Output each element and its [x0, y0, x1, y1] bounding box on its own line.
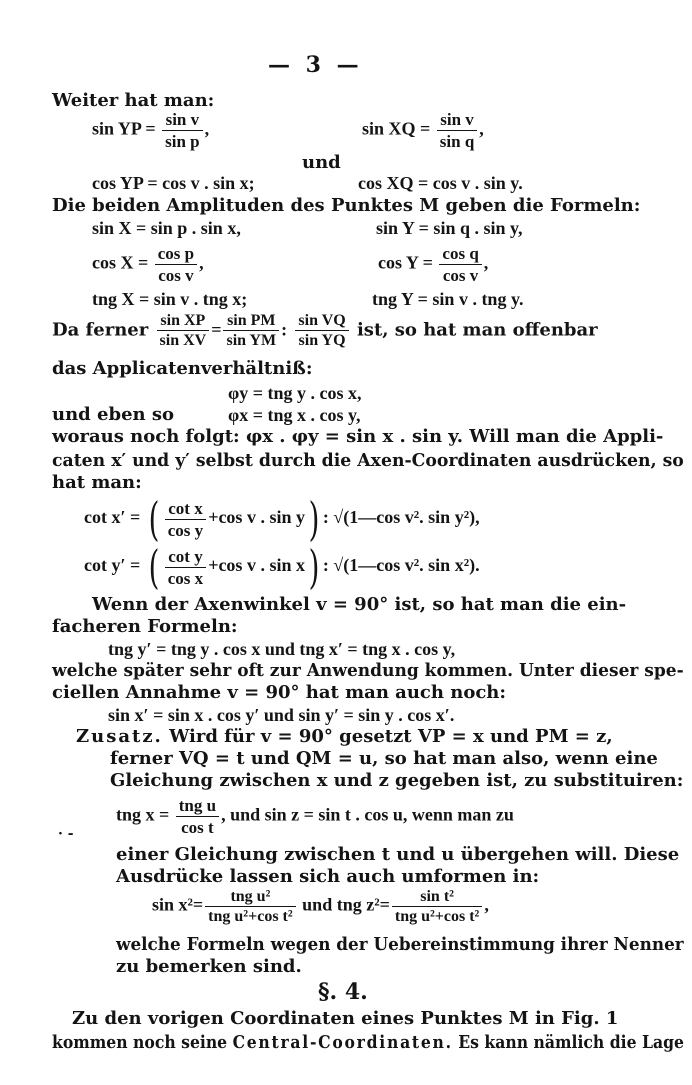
- fraction: [205, 888, 296, 925]
- numerator: sin v: [437, 110, 478, 131]
- formula-tng-y: tng Y = sin v . tng y.: [372, 289, 524, 309]
- denominator: cos v: [442, 266, 479, 285]
- text-line-hat-man: hat man:: [52, 472, 142, 493]
- formula-root: : √(1—cos v². sin x²).: [322, 555, 480, 576]
- text-es-kann: Es kann nämlich die Lage: [458, 1032, 684, 1053]
- numerator: tng u²: [205, 888, 296, 907]
- formula-cot-x-prime: [84, 492, 480, 546]
- denominator: sin p: [165, 132, 200, 151]
- text-line-bemerken: zu bemerken sind.: [116, 956, 302, 977]
- paren-close: ): [308, 492, 320, 546]
- margin-mark: · -: [58, 826, 74, 842]
- text-line-zu-den: Zu den vorigen Coordinaten eines Punktes M in Fig. 1: [72, 1008, 619, 1029]
- denominator: sin YQ: [298, 332, 346, 349]
- formula-lhs: cot x′ =: [84, 507, 141, 528]
- formula-rest: , und sin z = sin t . cos u, wenn man zu: [221, 804, 514, 825]
- formula-cos-y: [378, 244, 488, 285]
- text-line-einer: einer Gleichung zwischen t und u übergehen will. Diese: [116, 844, 680, 865]
- paren-open: (: [148, 540, 160, 594]
- fraction: [392, 888, 483, 925]
- comma: ,: [204, 118, 210, 139]
- fraction: [437, 110, 478, 151]
- formula-cos-xq: cos XQ = cos v . sin y.: [358, 173, 523, 193]
- numerator: sin VQ: [295, 312, 348, 331]
- text-applicatenverhaeltniss: das Applicatenverhältniß:: [52, 358, 313, 379]
- text-central-coordinaten: Central-Coordinaten.: [232, 1032, 453, 1053]
- text-zusatz: Zusatz.: [76, 726, 163, 747]
- formula-sin-yp: [92, 110, 209, 151]
- text-line-welche: welche später sehr oft zur Anwendung kommen. Unter dieser spe-: [52, 660, 684, 681]
- numerator: sin PM: [223, 312, 279, 331]
- numerator: cot y: [165, 547, 206, 568]
- fraction-pm-ym: [223, 312, 279, 349]
- text-line-formeln: welche Formeln wegen der Uebereinstimmung ihrer Nenner: [116, 934, 684, 955]
- denominator: cos v: [158, 266, 194, 285]
- numerator: cot x: [165, 499, 206, 520]
- formula-cos-yp: cos YP = cos v . sin x;: [92, 173, 255, 193]
- formula-lhs: cot y′ =: [84, 555, 141, 576]
- text-line-gleichung: Gleichung zwischen x und z gegeben ist, zu substituiren:: [110, 770, 684, 791]
- text-line-kommen: [52, 1032, 684, 1054]
- comma: ,: [484, 894, 489, 915]
- text-line-ciellen: ciellen Annahme v = 90° hat man auch noch:: [52, 682, 507, 703]
- comma: ,: [479, 118, 484, 139]
- formula-sin-x: sin X = sin p . sin x,: [92, 218, 241, 238]
- formula-middle: +cos v . sin x: [208, 555, 305, 576]
- text-line-zusatz: [76, 726, 613, 748]
- text-line-1: Weiter hat man:: [52, 90, 215, 111]
- denominator: cos t: [181, 818, 214, 837]
- denominator: tng u²+cos t²: [208, 908, 293, 925]
- formula-lhs: cos Y =: [378, 252, 433, 273]
- text-ist-so: ist, so hat man offenbar: [356, 319, 598, 341]
- formula-tng-x: tng X = sin v . tng x;: [92, 289, 248, 309]
- colon-sign: :: [281, 319, 288, 340]
- text-da-ferner: Da ferner: [52, 319, 149, 341]
- formula-lhs: sin XQ =: [362, 118, 431, 139]
- numerator: sin XP: [157, 312, 210, 331]
- formula-tng-prime: tng y′ = tng y . cos x und tng x′ = tng x . cos y,: [108, 639, 456, 659]
- numerator: sin t²: [392, 888, 483, 907]
- text-line-caten: caten x′ und y′ selbst durch die Axen-Coordinaten ausdrücken, so: [52, 450, 684, 471]
- fraction: [165, 499, 206, 540]
- fraction: [162, 110, 203, 151]
- fraction-xp-xv: [157, 312, 210, 349]
- formula-cot-y-prime: [84, 540, 480, 594]
- formula-phi-y: φy = tng y . cos x,: [228, 383, 362, 403]
- formula-middle: und tng z²=: [302, 894, 390, 915]
- comma: ,: [199, 252, 204, 273]
- text-line-ferner: ferner VQ = t und QM = u, so hat man also, wenn eine: [110, 748, 658, 769]
- fraction: [165, 547, 206, 588]
- denominator: sin YM: [226, 332, 277, 349]
- text-line-amplituden: Die beiden Amplituden des Punktes M geben die Formeln:: [52, 195, 641, 216]
- text-und-eben-so: und eben so: [52, 404, 175, 425]
- text-und: und: [302, 152, 341, 173]
- text-line-facheren: facheren Formeln:: [52, 616, 238, 637]
- numerator: sin v: [162, 110, 203, 131]
- formula-cos-x: [92, 244, 204, 285]
- comma: ,: [483, 252, 489, 273]
- formula-sin-x-squared: [152, 888, 489, 925]
- paren-open: (: [148, 492, 160, 546]
- text-line-da-ferner: [52, 312, 598, 349]
- fraction: [439, 244, 481, 285]
- text-kommen: kommen noch seine: [52, 1032, 228, 1053]
- formula-middle: +cos v . sin y: [208, 507, 305, 528]
- text-line-ausdruecke: Ausdrücke lassen sich auch umformen in:: [116, 866, 540, 887]
- formula-sin-prime: sin x′ = sin x . cos y′ und sin y′ = sin y . cos x′.: [108, 705, 455, 725]
- denominator: cos y: [167, 520, 204, 540]
- equals-sign: =: [211, 319, 222, 340]
- text-line-woraus: woraus noch folgt: φx . φy = sin x . sin y. Will man die Appli-: [52, 426, 664, 447]
- formula-sin-y: sin Y = sin q . sin y,: [376, 218, 523, 238]
- fraction: [176, 796, 219, 837]
- numerator: cos q: [439, 244, 481, 265]
- formula-root: : √(1—cos v². sin y²),: [322, 507, 480, 528]
- denominator: tng u²+cos t²: [394, 908, 480, 925]
- numerator: tng u: [176, 796, 219, 817]
- denominator: cos x: [167, 568, 204, 588]
- formula-sin-xq: [362, 110, 484, 151]
- page-number: — 3 —: [268, 52, 363, 78]
- fraction: [155, 244, 197, 285]
- section-heading: §. 4.: [318, 979, 368, 1005]
- paren-close: ): [308, 540, 320, 594]
- formula-lhs: tng x =: [116, 804, 170, 825]
- formula-tng-x-sub: [116, 796, 514, 837]
- text-line-wenn: Wenn der Axenwinkel v = 90° ist, so hat man die ein-: [92, 594, 627, 615]
- numerator: cos p: [155, 244, 197, 265]
- formula-lhs: cos X =: [92, 252, 149, 273]
- formula-lhs: sin YP =: [92, 118, 156, 139]
- denominator: sin XV: [159, 332, 207, 349]
- formula-lhs: sin x²=: [152, 894, 204, 915]
- text-wird: Wird für v = 90° gesetzt VP = x und PM = z,: [169, 726, 613, 747]
- denominator: sin q: [439, 132, 475, 151]
- fraction-vq-yq: [295, 312, 348, 349]
- formula-phi-x: φx = tng x . cos y,: [228, 405, 361, 425]
